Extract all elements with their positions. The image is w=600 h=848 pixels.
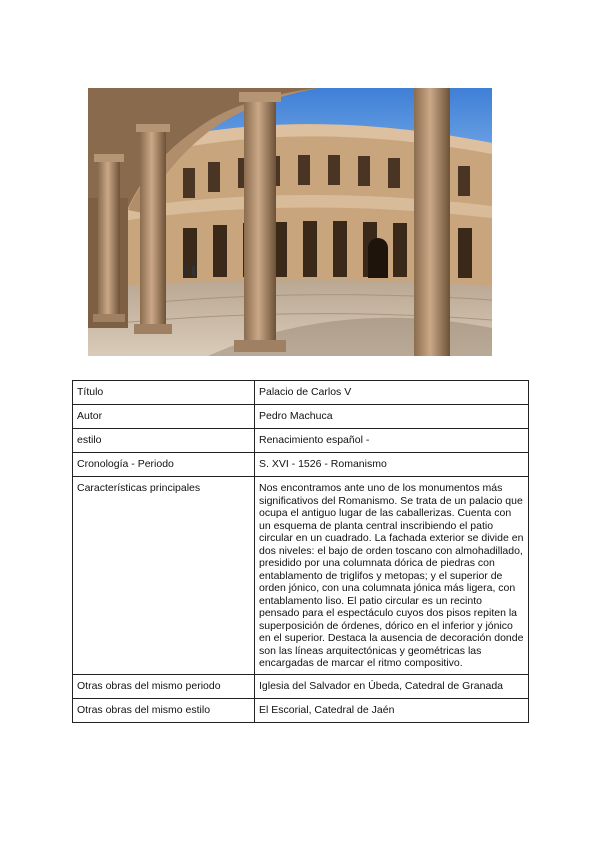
table-row: [73, 698, 529, 722]
table-row: [73, 674, 529, 698]
table-row: [73, 477, 529, 675]
row-label-otras-obras-periodo: Otras obras del mismo periodo: [73, 674, 255, 698]
row-value-estilo: Renacimiento español -: [255, 429, 529, 453]
row-value-cronologia: S. XVI - 1526 - Romanismo: [255, 453, 529, 477]
palace-courtyard-photo: [88, 88, 492, 356]
row-label-cronologia: Cronología - Periodo: [73, 453, 255, 477]
row-value-otras-obras-estilo: El Escorial, Catedral de Jaén: [255, 698, 529, 722]
row-value-caracteristicas: Nos encontramos ante uno de los monumentos más significativos del Romanismo. Se trata de un palacio que ocupa el antiguo lugar de las caballerizas. Cuenta con un esquema de planta central inscribiendo el patio circular en un cuadrado. La fachada exterior se divide en dos niveles: el bajo de orden toscano con almohadillado, presidido por una columnata dórica de piedras con entablamento de triglifos y metopas; y el superior de orden jónico, con una columnata jónica más ligera, con entablamento liso. El patio circular es un recinto pensado para el espectáculo cuyos dos pisos repiten la superposición de órdenes, dórico en el inferior y jónico en el superior. Destaca la ausencia de decoración donde son las líneas arquitectónicas y geométricas las encargadas de marcar el ritmo compositivo.: [255, 477, 529, 675]
artwork-info-table: [72, 380, 529, 723]
row-label-otras-obras-estilo: Otras obras del mismo estilo: [73, 698, 255, 722]
row-label-estilo: estilo: [73, 429, 255, 453]
row-label-autor: Autor: [73, 405, 255, 429]
row-value-titulo: Palacio de Carlos V: [255, 381, 529, 405]
table-row: [73, 405, 529, 429]
table-row: [73, 381, 529, 405]
row-label-titulo: Título: [73, 381, 255, 405]
row-value-otras-obras-periodo: Iglesia del Salvador en Úbeda, Catedral de Granada: [255, 674, 529, 698]
row-label-caracteristicas: Características principales: [73, 477, 255, 675]
table-row: [73, 429, 529, 453]
row-value-autor: Pedro Machuca: [255, 405, 529, 429]
table-row: [73, 453, 529, 477]
